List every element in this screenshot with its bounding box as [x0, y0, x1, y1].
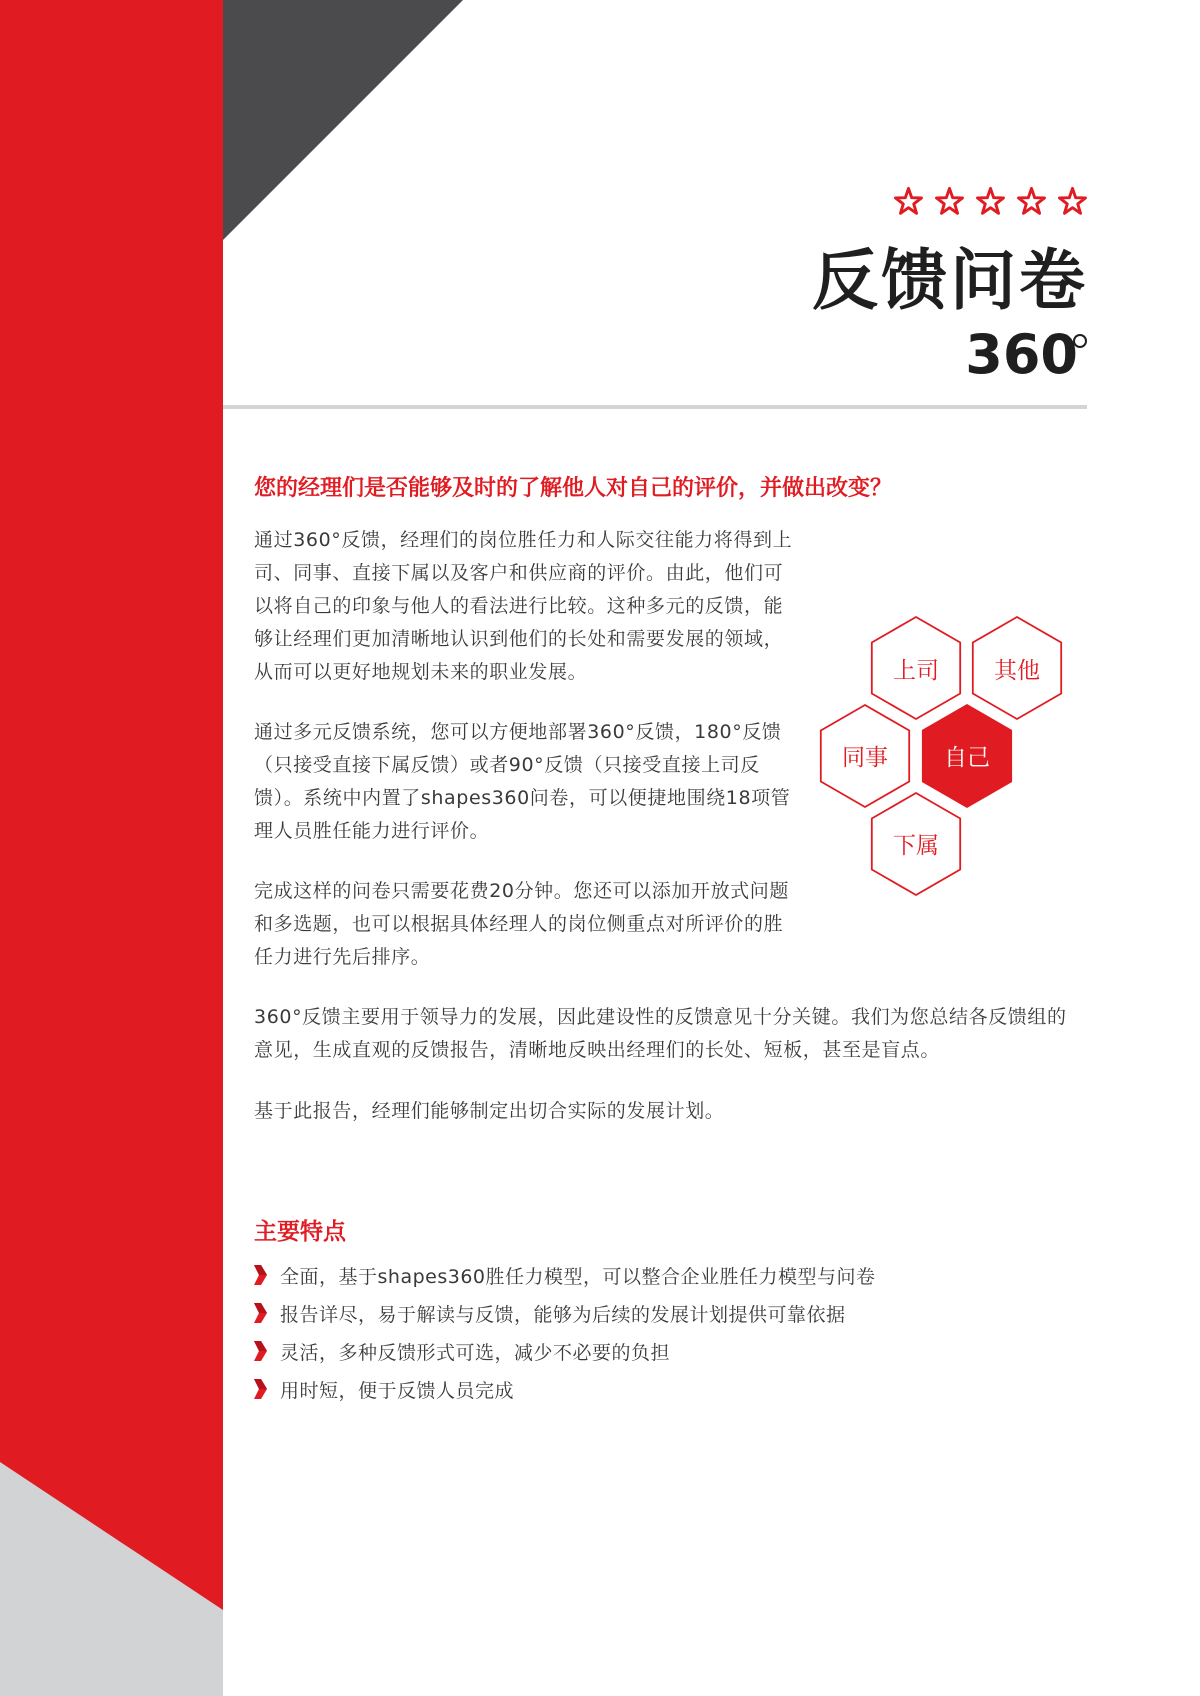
hexagon-diagram [810, 612, 1080, 918]
hex-label-middle-left: 同事 [842, 745, 888, 771]
chevron-bullet-icon [254, 1265, 267, 1285]
list-item [254, 1294, 876, 1332]
hex-cell-bottom [872, 793, 960, 895]
header-divider [223, 405, 1087, 409]
hex-label-top-right: 其他 [994, 658, 1040, 684]
feature-text: 报告详尽，易于解读与反馈，能够为后续的发展计划提供可靠依据 [280, 1303, 846, 1326]
list-item [254, 1332, 876, 1370]
star-icon [1057, 186, 1088, 217]
intro-paragraph-1: 通过360°反馈，经理们的岗位胜任力和人际交往能力将得到上司、同事、直接下属以及客户和供应商的评价。由此，他们可以将自己的印象与他人的看法进行比较。这种多元的反馈，能够让经理们更加清晰地认识到他们的长处和需要发展的领域，从而可以更好地规划未来的职业发展。 [254, 529, 793, 683]
top-dark-triangle [223, 0, 463, 240]
page-title: 反馈问卷 [812, 242, 1088, 319]
degree-symbol [1073, 334, 1087, 348]
features-list [254, 1256, 876, 1408]
star-icon [975, 186, 1006, 217]
hex-cell-middle-left [821, 705, 909, 807]
chevron-bullet-icon [254, 1341, 267, 1361]
hex-label-bottom: 下属 [893, 833, 939, 859]
intro-paragraph-4: 360°反馈主要用于领导力的发展，因此建设性的反馈意见十分关键。我们为您总结各反馈组的意见，生成直观的反馈报告，清晰地反映出经理们的长处、短板，甚至是盲点。 [254, 1006, 1067, 1061]
page-subtitle: 360 [965, 323, 1078, 386]
rating-stars [893, 186, 1088, 220]
star-icon [1016, 186, 1047, 217]
feature-text: 全面，基于shapes360胜任力模型，可以整合企业胜任力模型与问卷 [280, 1265, 876, 1288]
list-item [254, 1256, 876, 1294]
chevron-bullet-icon [254, 1303, 267, 1323]
feature-text: 用时短，便于反馈人员完成 [280, 1379, 515, 1402]
star-icon [934, 186, 965, 217]
intro-paragraph-5: 基于此报告，经理们能够制定出切合实际的发展计划。 [254, 1100, 725, 1122]
intro-paragraph-2: 通过多元反馈系统，您可以方便地部署360°反馈，180°反馈（只接受直接下属反馈）或者90°反馈（只接受直接上司反馈）。系统中内置了shapes360问卷，可以便捷地围绕18项管理人员胜任能力进行评价。 [254, 721, 791, 842]
intro-paragraph-3: 完成这样的问卷只需要花费20分钟。您还可以添加开放式问题和多选题，也可以根据具体经理人的岗位侧重点对所评价的胜任力进行先后排序。 [254, 880, 789, 968]
hex-cell-top-right [973, 617, 1061, 719]
list-item [254, 1370, 876, 1408]
feature-text: 灵活，多种反馈形式可选，减少不必要的负担 [280, 1341, 671, 1364]
bottom-gray-triangle [0, 1462, 223, 1696]
hex-label-top-left: 上司 [893, 658, 939, 684]
hex-cell-center [923, 705, 1011, 807]
intro-question: 您的经理们是否能够及时的了解他人对自己的评价，并做出改变？ [254, 476, 893, 501]
star-icon [893, 186, 924, 217]
chevron-bullet-icon [254, 1379, 267, 1399]
hex-label-center: 自己 [944, 745, 990, 771]
features-title: 主要特点 [254, 1219, 346, 1245]
hex-cell-top-left [872, 617, 960, 719]
